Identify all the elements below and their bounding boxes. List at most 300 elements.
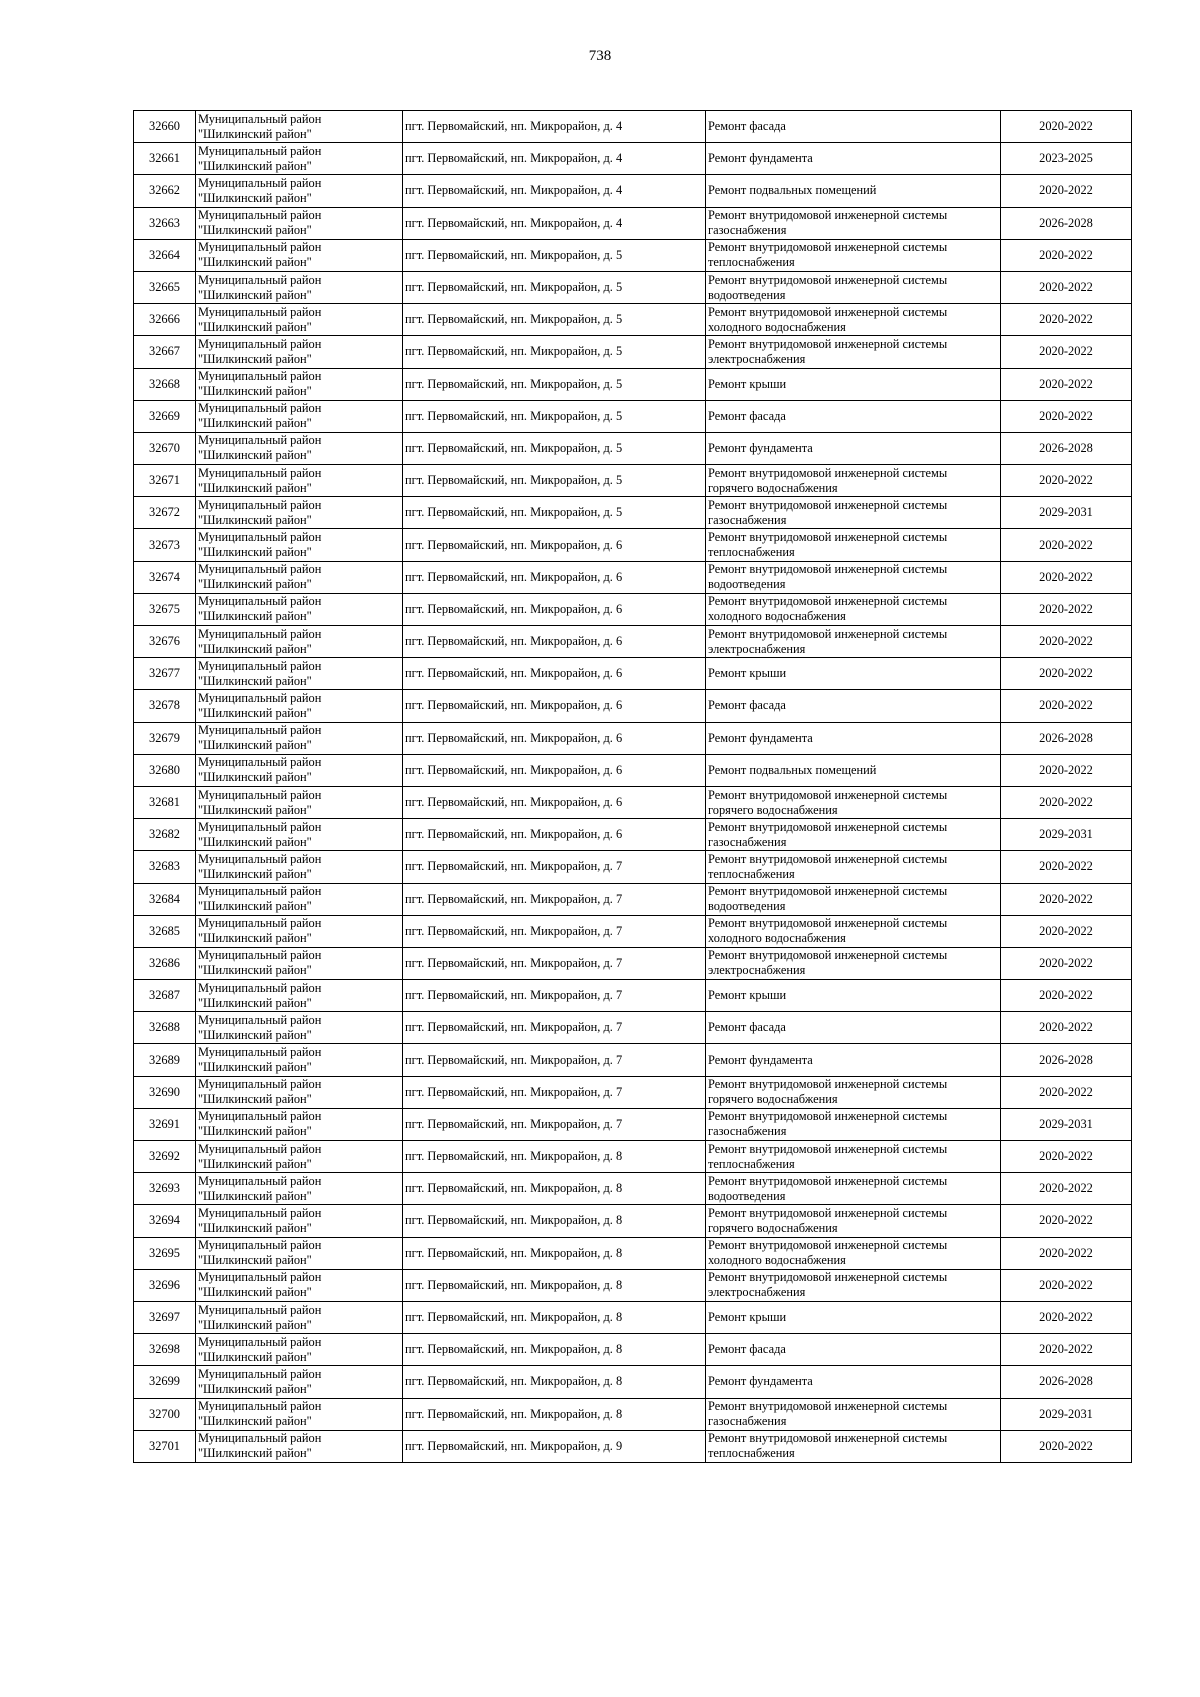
work-type-line: водоотведения: [708, 899, 786, 914]
work-type-line: Ремонт внутридомовой инженерной системы: [708, 562, 948, 577]
work-type-line: теплоснабжения: [708, 255, 795, 270]
period-cell: 2020-2022: [1001, 626, 1132, 658]
work-type-cell: [706, 368, 1001, 400]
period-cell: 2020-2022: [1001, 175, 1132, 207]
row-number-cell: 32699: [134, 1366, 196, 1398]
address-cell: пгт. Первомайский, нп. Микрорайон, д. 5: [403, 271, 706, 303]
period-cell: 2020-2022: [1001, 658, 1132, 690]
municipality-cell: [196, 722, 403, 754]
work-type-cell: [706, 851, 1001, 883]
work-type-cell: [706, 175, 1001, 207]
municipality-cell: [196, 465, 403, 497]
municipality-line: "Шилкинский район": [198, 126, 312, 141]
municipality-line: Муниципальный район: [198, 787, 322, 802]
work-type-cell: [706, 915, 1001, 947]
table-row: [134, 111, 1132, 143]
table-row: [134, 786, 1132, 818]
municipality-line: Муниципальный район: [198, 175, 322, 190]
table-row: [134, 1366, 1132, 1398]
period-cell: 2026-2028: [1001, 1044, 1132, 1076]
address-cell: пгт. Первомайский, нп. Микрорайон, д. 7: [403, 1076, 706, 1108]
municipality-line: Муниципальный район: [198, 1077, 322, 1092]
address-cell: пгт. Первомайский, нп. Микрорайон, д. 6: [403, 593, 706, 625]
work-type-cell: [706, 465, 1001, 497]
work-type-line: газоснабжения: [708, 512, 787, 527]
work-type-line: Ремонт внутридомовой инженерной системы: [708, 1077, 948, 1092]
work-type-line: Ремонт фундамента: [708, 440, 813, 455]
page-number: 738: [588, 48, 612, 64]
work-type-line: Ремонт внутридомовой инженерной системы: [708, 497, 948, 512]
municipality-cell: [196, 915, 403, 947]
work-type-line: Ремонт внутридомовой инженерной системы: [708, 851, 948, 866]
municipality-cell: [196, 1301, 403, 1333]
table-row: [134, 336, 1132, 368]
table-row: [134, 271, 1132, 303]
work-type-line: Ремонт внутридомовой инженерной системы: [708, 916, 948, 931]
row-number-cell: 32663: [134, 207, 196, 239]
address-cell: пгт. Первомайский, нп. Микрорайон, д. 7: [403, 947, 706, 979]
row-number-cell: 32680: [134, 754, 196, 786]
municipality-line: "Шилкинский район": [198, 223, 312, 238]
table-row: [134, 915, 1132, 947]
municipality-line: Муниципальный район: [198, 1238, 322, 1253]
municipality-line: "Шилкинский район": [198, 512, 312, 527]
registry-table: [133, 110, 1132, 1463]
work-type-line: Ремонт внутридомовой инженерной системы: [708, 884, 948, 899]
work-type-line: водоотведения: [708, 1188, 786, 1203]
municipality-cell: [196, 1430, 403, 1462]
row-number-cell: 32689: [134, 1044, 196, 1076]
address-cell: пгт. Первомайский, нп. Микрорайон, д. 8: [403, 1398, 706, 1430]
address-cell: пгт. Первомайский, нп. Микрорайон, д. 7: [403, 883, 706, 915]
work-type-line: Ремонт внутридомовой инженерной системы: [708, 787, 948, 802]
row-number-cell: 32660: [134, 111, 196, 143]
municipality-cell: [196, 1044, 403, 1076]
work-type-line: Ремонт внутридомовой инженерной системы: [708, 1109, 948, 1124]
work-type-line: горячего водоснабжения: [708, 802, 838, 817]
address-cell: пгт. Первомайский, нп. Микрорайон, д. 5: [403, 239, 706, 271]
work-type-line: газоснабжения: [708, 1414, 787, 1429]
municipality-line: Муниципальный район: [198, 530, 322, 545]
municipality-cell: [196, 690, 403, 722]
table-row: [134, 754, 1132, 786]
work-type-line: газоснабжения: [708, 834, 787, 849]
municipality-line: "Шилкинский район": [198, 545, 312, 560]
municipality-line: Муниципальный район: [198, 1334, 322, 1349]
work-type-line: Ремонт внутридомовой инженерной системы: [708, 626, 948, 641]
municipality-line: Муниципальный район: [198, 208, 322, 223]
municipality-line: Муниципальный район: [198, 1205, 322, 1220]
row-number-cell: 32694: [134, 1205, 196, 1237]
period-cell: 2020-2022: [1001, 593, 1132, 625]
work-type-line: Ремонт крыши: [708, 666, 787, 681]
period-cell: 2020-2022: [1001, 947, 1132, 979]
work-type-line: горячего водоснабжения: [708, 1092, 838, 1107]
table-row: [134, 1269, 1132, 1301]
table-row: [134, 1301, 1132, 1333]
work-type-cell: [706, 883, 1001, 915]
work-type-line: Ремонт внутридомовой инженерной системы: [708, 530, 948, 545]
work-type-line: Ремонт внутридомовой инженерной системы: [708, 1173, 948, 1188]
row-number-cell: 32677: [134, 658, 196, 690]
municipality-line: Муниципальный район: [198, 1366, 322, 1381]
municipality-line: "Шилкинский район": [198, 834, 312, 849]
municipality-line: "Шилкинский район": [198, 416, 312, 431]
municipality-line: "Шилкинский район": [198, 1285, 312, 1300]
row-number-cell: 32664: [134, 239, 196, 271]
work-type-cell: [706, 786, 1001, 818]
work-type-line: электроснабжения: [708, 1285, 806, 1300]
municipality-line: Муниципальный район: [198, 304, 322, 319]
work-type-line: Ремонт внутридомовой инженерной системы: [708, 465, 948, 480]
municipality-line: "Шилкинский район": [198, 1381, 312, 1396]
municipality-line: "Шилкинский район": [198, 673, 312, 688]
period-cell: 2020-2022: [1001, 915, 1132, 947]
work-type-line: Ремонт внутридомовой инженерной системы: [708, 1399, 948, 1414]
municipality-cell: [196, 658, 403, 690]
table-row: [134, 239, 1132, 271]
work-type-line: Ремонт подвальных помещений: [708, 183, 877, 198]
period-cell: 2020-2022: [1001, 465, 1132, 497]
work-type-cell: [706, 1269, 1001, 1301]
municipality-line: "Шилкинский район": [198, 448, 312, 463]
municipality-line: Муниципальный район: [198, 980, 322, 995]
address-cell: пгт. Первомайский, нп. Микрорайон, д. 7: [403, 1044, 706, 1076]
municipality-line: Муниципальный район: [198, 723, 322, 738]
municipality-cell: [196, 336, 403, 368]
period-cell: 2020-2022: [1001, 561, 1132, 593]
municipality-line: Муниципальный район: [198, 690, 322, 705]
municipality-line: "Шилкинский район": [198, 705, 312, 720]
work-type-cell: [706, 1366, 1001, 1398]
work-type-cell: [706, 1237, 1001, 1269]
table-row: [134, 722, 1132, 754]
period-cell: 2020-2022: [1001, 336, 1132, 368]
period-cell: 2020-2022: [1001, 1173, 1132, 1205]
municipality-cell: [196, 593, 403, 625]
municipality-line: "Шилкинский район": [198, 899, 312, 914]
address-cell: пгт. Первомайский, нп. Микрорайон, д. 8: [403, 1173, 706, 1205]
period-cell: 2029-2031: [1001, 1398, 1132, 1430]
municipality-line: "Шилкинский район": [198, 1349, 312, 1364]
municipality-line: "Шилкинский район": [198, 384, 312, 399]
municipality-cell: [196, 497, 403, 529]
work-type-cell: [706, 754, 1001, 786]
row-number-cell: 32690: [134, 1076, 196, 1108]
municipality-line: Муниципальный район: [198, 465, 322, 480]
row-number-cell: 32678: [134, 690, 196, 722]
municipality-line: "Шилкинский район": [198, 995, 312, 1010]
work-type-line: Ремонт фасада: [708, 408, 786, 423]
work-type-line: теплоснабжения: [708, 866, 795, 881]
municipality-line: "Шилкинский район": [198, 1124, 312, 1139]
table-row: [134, 1012, 1132, 1044]
period-cell: 2020-2022: [1001, 1141, 1132, 1173]
municipality-line: "Шилкинский район": [198, 287, 312, 302]
municipality-line: "Шилкинский район": [198, 802, 312, 817]
address-cell: пгт. Первомайский, нп. Микрорайон, д. 7: [403, 851, 706, 883]
work-type-line: Ремонт внутридомовой инженерной системы: [708, 948, 948, 963]
municipality-cell: [196, 432, 403, 464]
work-type-line: Ремонт внутридомовой инженерной системы: [708, 272, 948, 287]
row-number-cell: 32685: [134, 915, 196, 947]
row-number-cell: 32665: [134, 271, 196, 303]
municipality-cell: [196, 851, 403, 883]
table-row: [134, 304, 1132, 336]
municipality-cell: [196, 786, 403, 818]
row-number-cell: 32684: [134, 883, 196, 915]
municipality-line: "Шилкинский район": [198, 1060, 312, 1075]
period-cell: 2020-2022: [1001, 883, 1132, 915]
table-row: [134, 1334, 1132, 1366]
address-cell: пгт. Первомайский, нп. Микрорайон, д. 5: [403, 432, 706, 464]
address-cell: пгт. Первомайский, нп. Микрорайон, д. 9: [403, 1430, 706, 1462]
row-number-cell: 32675: [134, 593, 196, 625]
table-row: [134, 1430, 1132, 1462]
work-type-cell: [706, 1173, 1001, 1205]
period-cell: 2029-2031: [1001, 497, 1132, 529]
table-row: [134, 1205, 1132, 1237]
municipality-cell: [196, 1237, 403, 1269]
address-cell: пгт. Первомайский, нп. Микрорайон, д. 8: [403, 1301, 706, 1333]
municipality-cell: [196, 1173, 403, 1205]
table-row: [134, 497, 1132, 529]
work-type-line: Ремонт крыши: [708, 376, 787, 391]
address-cell: пгт. Первомайский, нп. Микрорайон, д. 6: [403, 754, 706, 786]
address-cell: пгт. Первомайский, нп. Микрорайон, д. 6: [403, 658, 706, 690]
period-cell: 2020-2022: [1001, 1076, 1132, 1108]
work-type-line: Ремонт внутридомовой инженерной системы: [708, 208, 948, 223]
work-type-cell: [706, 819, 1001, 851]
municipality-line: Муниципальный район: [198, 884, 322, 899]
work-type-line: Ремонт фундамента: [708, 1052, 813, 1067]
work-type-line: Ремонт внутридомовой инженерной системы: [708, 594, 948, 609]
address-cell: пгт. Первомайский, нп. Микрорайон, д. 8: [403, 1334, 706, 1366]
municipality-cell: [196, 1269, 403, 1301]
address-cell: пгт. Первомайский, нп. Микрорайон, д. 5: [403, 304, 706, 336]
table-row: [134, 1141, 1132, 1173]
table-row: [134, 658, 1132, 690]
table-row: [134, 1398, 1132, 1430]
work-type-line: электроснабжения: [708, 641, 806, 656]
work-type-line: Ремонт внутридомовой инженерной системы: [708, 1205, 948, 1220]
work-type-cell: [706, 1398, 1001, 1430]
period-cell: 2020-2022: [1001, 304, 1132, 336]
row-number-cell: 32687: [134, 980, 196, 1012]
municipality-cell: [196, 1108, 403, 1140]
address-cell: пгт. Первомайский, нп. Микрорайон, д. 8: [403, 1366, 706, 1398]
address-cell: пгт. Первомайский, нп. Микрорайон, д. 5: [403, 497, 706, 529]
address-cell: пгт. Первомайский, нп. Микрорайон, д. 6: [403, 722, 706, 754]
row-number-cell: 32682: [134, 819, 196, 851]
period-cell: 2020-2022: [1001, 1301, 1132, 1333]
address-cell: пгт. Первомайский, нп. Микрорайон, д. 5: [403, 465, 706, 497]
period-cell: 2026-2028: [1001, 722, 1132, 754]
work-type-cell: [706, 497, 1001, 529]
municipality-line: "Шилкинский район": [198, 1156, 312, 1171]
municipality-line: Муниципальный район: [198, 626, 322, 641]
municipality-cell: [196, 529, 403, 561]
address-cell: пгт. Первомайский, нп. Микрорайон, д. 6: [403, 786, 706, 818]
work-type-line: Ремонт фасада: [708, 698, 786, 713]
address-cell: пгт. Первомайский, нп. Микрорайон, д. 6: [403, 561, 706, 593]
work-type-cell: [706, 626, 1001, 658]
work-type-line: водоотведения: [708, 287, 786, 302]
work-type-line: Ремонт внутридомовой инженерной системы: [708, 1141, 948, 1156]
municipality-cell: [196, 368, 403, 400]
municipality-line: Муниципальный район: [198, 369, 322, 384]
municipality-line: "Шилкинский район": [198, 1220, 312, 1235]
address-cell: пгт. Первомайский, нп. Микрорайон, д. 6: [403, 529, 706, 561]
row-number-cell: 32701: [134, 1430, 196, 1462]
address-cell: пгт. Первомайский, нп. Микрорайон, д. 5: [403, 400, 706, 432]
work-type-cell: [706, 207, 1001, 239]
work-type-line: теплоснабжения: [708, 545, 795, 560]
municipality-line: Муниципальный район: [198, 1173, 322, 1188]
work-type-line: холодного водоснабжения: [708, 319, 846, 334]
municipality-line: Муниципальный район: [198, 1431, 322, 1446]
municipality-cell: [196, 1366, 403, 1398]
address-cell: пгт. Первомайский, нп. Микрорайон, д. 6: [403, 690, 706, 722]
work-type-cell: [706, 593, 1001, 625]
municipality-cell: [196, 1076, 403, 1108]
address-cell: пгт. Первомайский, нп. Микрорайон, д. 4: [403, 175, 706, 207]
municipality-cell: [196, 626, 403, 658]
work-type-cell: [706, 1108, 1001, 1140]
municipality-cell: [196, 175, 403, 207]
work-type-line: Ремонт фундамента: [708, 730, 813, 745]
municipality-line: "Шилкинский район": [198, 609, 312, 624]
row-number-cell: 32683: [134, 851, 196, 883]
work-type-line: Ремонт внутридомовой инженерной системы: [708, 1238, 948, 1253]
table-row: [134, 626, 1132, 658]
row-number-cell: 32686: [134, 947, 196, 979]
address-cell: пгт. Первомайский, нп. Микрорайон, д. 4: [403, 143, 706, 175]
row-number-cell: 32688: [134, 1012, 196, 1044]
row-number-cell: 32681: [134, 786, 196, 818]
municipality-line: Муниципальный район: [198, 594, 322, 609]
row-number-cell: 32693: [134, 1173, 196, 1205]
table-row: [134, 690, 1132, 722]
municipality-line: "Шилкинский район": [198, 963, 312, 978]
municipality-line: Муниципальный район: [198, 562, 322, 577]
period-cell: 2026-2028: [1001, 207, 1132, 239]
work-type-line: холодного водоснабжения: [708, 609, 846, 624]
municipality-cell: [196, 400, 403, 432]
municipality-line: Муниципальный район: [198, 272, 322, 287]
municipality-line: "Шилкинский район": [198, 351, 312, 366]
work-type-line: Ремонт внутридомовой инженерной системы: [708, 336, 948, 351]
municipality-cell: [196, 561, 403, 593]
municipality-line: Муниципальный район: [198, 851, 322, 866]
row-number-cell: 32667: [134, 336, 196, 368]
period-cell: 2023-2025: [1001, 143, 1132, 175]
row-number-cell: 32676: [134, 626, 196, 658]
municipality-line: Муниципальный район: [198, 143, 322, 158]
row-number-cell: 32679: [134, 722, 196, 754]
table-row: [134, 980, 1132, 1012]
municipality-cell: [196, 819, 403, 851]
table-row: [134, 851, 1132, 883]
row-number-cell: 32695: [134, 1237, 196, 1269]
municipality-cell: [196, 1141, 403, 1173]
work-type-line: Ремонт внутридомовой инженерной системы: [708, 304, 948, 319]
row-number-cell: 32691: [134, 1108, 196, 1140]
table-row: [134, 400, 1132, 432]
municipality-line: "Шилкинский район": [198, 1092, 312, 1107]
municipality-line: Муниципальный район: [198, 1141, 322, 1156]
period-cell: 2020-2022: [1001, 368, 1132, 400]
work-type-cell: [706, 111, 1001, 143]
period-cell: 2020-2022: [1001, 1012, 1132, 1044]
period-cell: 2026-2028: [1001, 432, 1132, 464]
work-type-cell: [706, 1301, 1001, 1333]
work-type-line: газоснабжения: [708, 1124, 787, 1139]
row-number-cell: 32697: [134, 1301, 196, 1333]
work-type-cell: [706, 722, 1001, 754]
table-row: [134, 883, 1132, 915]
municipality-line: "Шилкинский район": [198, 319, 312, 334]
address-cell: пгт. Первомайский, нп. Микрорайон, д. 8: [403, 1237, 706, 1269]
work-type-cell: [706, 1076, 1001, 1108]
row-number-cell: 32696: [134, 1269, 196, 1301]
table-row: [134, 175, 1132, 207]
table-row: [134, 368, 1132, 400]
address-cell: пгт. Первомайский, нп. Микрорайон, д. 4: [403, 111, 706, 143]
table-row: [134, 207, 1132, 239]
municipality-line: "Шилкинский район": [198, 1414, 312, 1429]
work-type-cell: [706, 947, 1001, 979]
municipality-line: "Шилкинский район": [198, 577, 312, 592]
work-type-cell: [706, 1141, 1001, 1173]
municipality-line: "Шилкинский район": [198, 931, 312, 946]
work-type-cell: [706, 980, 1001, 1012]
work-type-cell: [706, 304, 1001, 336]
table-row: [134, 1044, 1132, 1076]
municipality-line: "Шилкинский район": [198, 1317, 312, 1332]
period-cell: 2020-2022: [1001, 980, 1132, 1012]
row-number-cell: 32661: [134, 143, 196, 175]
municipality-cell: [196, 947, 403, 979]
municipality-line: "Шилкинский район": [198, 190, 312, 205]
municipality-line: "Шилкинский район": [198, 641, 312, 656]
work-type-line: Ремонт фундамента: [708, 1374, 813, 1389]
period-cell: 2020-2022: [1001, 239, 1132, 271]
row-number-cell: 32692: [134, 1141, 196, 1173]
municipality-line: Муниципальный район: [198, 1109, 322, 1124]
work-type-cell: [706, 239, 1001, 271]
municipality-cell: [196, 754, 403, 786]
municipality-cell: [196, 239, 403, 271]
address-cell: пгт. Первомайский, нп. Микрорайон, д. 8: [403, 1269, 706, 1301]
period-cell: 2020-2022: [1001, 1269, 1132, 1301]
table-row: [134, 465, 1132, 497]
period-cell: 2020-2022: [1001, 690, 1132, 722]
address-cell: пгт. Первомайский, нп. Микрорайон, д. 7: [403, 915, 706, 947]
work-type-line: Ремонт фасада: [708, 119, 786, 134]
work-type-cell: [706, 658, 1001, 690]
municipality-line: "Шилкинский район": [198, 1188, 312, 1203]
work-type-cell: [706, 1334, 1001, 1366]
municipality-cell: [196, 304, 403, 336]
table-row: [134, 947, 1132, 979]
table-row: [134, 1076, 1132, 1108]
row-number-cell: 32672: [134, 497, 196, 529]
municipality-line: Муниципальный район: [198, 755, 322, 770]
municipality-line: Муниципальный район: [198, 111, 322, 126]
municipality-line: Муниципальный район: [198, 336, 322, 351]
work-type-cell: [706, 1205, 1001, 1237]
